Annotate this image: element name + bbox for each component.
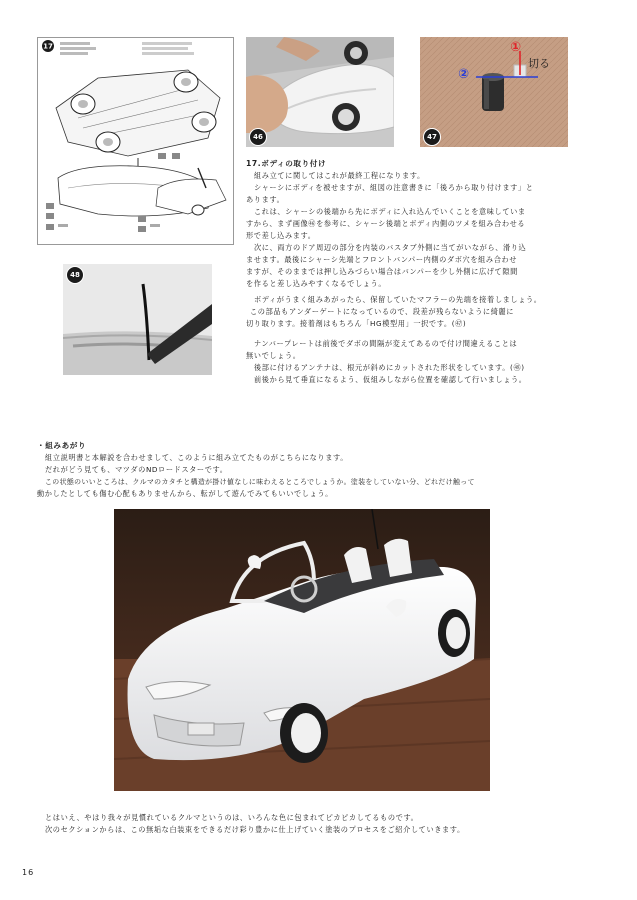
photo-46 [246, 37, 394, 147]
text-line: とはいえ、やはり我々が見慣れているクルマというのは、いろんな色に包まれてピカピカしてるものです。 [45, 813, 419, 822]
section-17-paragraph-2 [246, 294, 576, 330]
section-17-heading: 17.ボディの取り付け [246, 159, 327, 168]
text-line: 動かしたとしても傷む心配もありませんから、転がして遊んでみてもいいでしょう。 [37, 489, 333, 498]
text-line: だれがどう見ても、マツダのNDロードスターです。 [45, 465, 228, 474]
text-line: 無いでしょう。 [246, 351, 301, 360]
closing-body [37, 812, 597, 836]
text-line: 後部に付けるアンテナは、根元が斜めにカットされた形状をしています。(㊽) [254, 363, 525, 372]
text-line: を作ると差し込みやすくなるでしょう。 [246, 279, 387, 288]
completed-body [37, 452, 597, 500]
section-17-body [246, 170, 576, 290]
manual-illustration [37, 37, 234, 245]
mark-1: ① [510, 40, 522, 55]
photo-48-badge: 48 [66, 266, 84, 284]
text-line: 切り取ります。接着剤はもちろん「HG模型用」一択です。(㊼) [246, 319, 467, 328]
assembly-diagram [38, 38, 233, 244]
photo-48 [63, 264, 212, 375]
text-line: ボディがうまく組みあがったら、保留していたマフラーの先端を接着しましょう。 [254, 295, 542, 304]
section-17-paragraph-3 [246, 338, 576, 386]
text-line: あります。 [246, 195, 285, 204]
text-line: 次のセクションからは、この無垢な白装束をできるだけ彩り豊かに仕上げていく塗装のプロセスをご紹介していきます。 [45, 825, 465, 834]
photo-47-image [420, 37, 568, 147]
page-number: 16 [22, 868, 35, 877]
cut-label: 切る [528, 57, 550, 70]
photo-47-badge: 47 [423, 128, 441, 146]
photo-46-image [246, 37, 394, 147]
step-badge-text: 17 [43, 42, 53, 51]
text-line: ますが、そのままでは押し込みづらい場合はバンパーを少し外側に広げて隙間 [246, 267, 518, 276]
text-line: 次に、両方のドア周辺の部分を内装のバスタブ外側に当てがいながら、滑り込 [254, 243, 527, 252]
photo-46-badge: 46 [249, 128, 267, 146]
text-line: 組み立てに関してはこれが最終工程になります。 [254, 171, 425, 180]
text-line: ませます。最後にシャーシ先端とフロントバンパー内側のダボ穴を組み合わせ [246, 255, 518, 264]
text-line: この状態のいいところは、クルマのカタチと構造が掛け値なしに味わえるところでしょうか。塗装をしていない分、どれだけ触って [45, 478, 475, 486]
text-line: 前後から見て垂直になるよう、仮組みしながら位置を確認して行いましょう。 [254, 375, 527, 384]
completed-car-photo [114, 509, 490, 791]
text-line: 形で差し込みます。 [246, 231, 316, 240]
text-line: これは、シャーシの後端から先にボディに入れ込んでいくことを意味していま [254, 207, 526, 216]
completed-heading: ・組みあがり [37, 441, 87, 450]
text-line: この部品もアンダーゲートになっているので、段差が残らないように綺麗に [250, 307, 515, 316]
text-line: 組立説明書と本解説を合わせまして、このように組み立てたものがこちらになります。 [45, 453, 348, 462]
text-line: すから、まず画像㊻を参考に、シャーシ後端とボディ内側のツメを組み合わせる [246, 219, 526, 228]
text-line: シャーシにボディを被せますが、組図の注意書きに「後ろから取り付けます」と [254, 183, 534, 192]
car-photo-image [114, 509, 490, 791]
photo-48-image [63, 264, 212, 375]
text-line: ナンバープレートは前後でダボの間隔が変えてあるので付け間違えることは [254, 339, 518, 348]
photo-47 [420, 37, 568, 147]
mark-2: ② [458, 67, 470, 82]
